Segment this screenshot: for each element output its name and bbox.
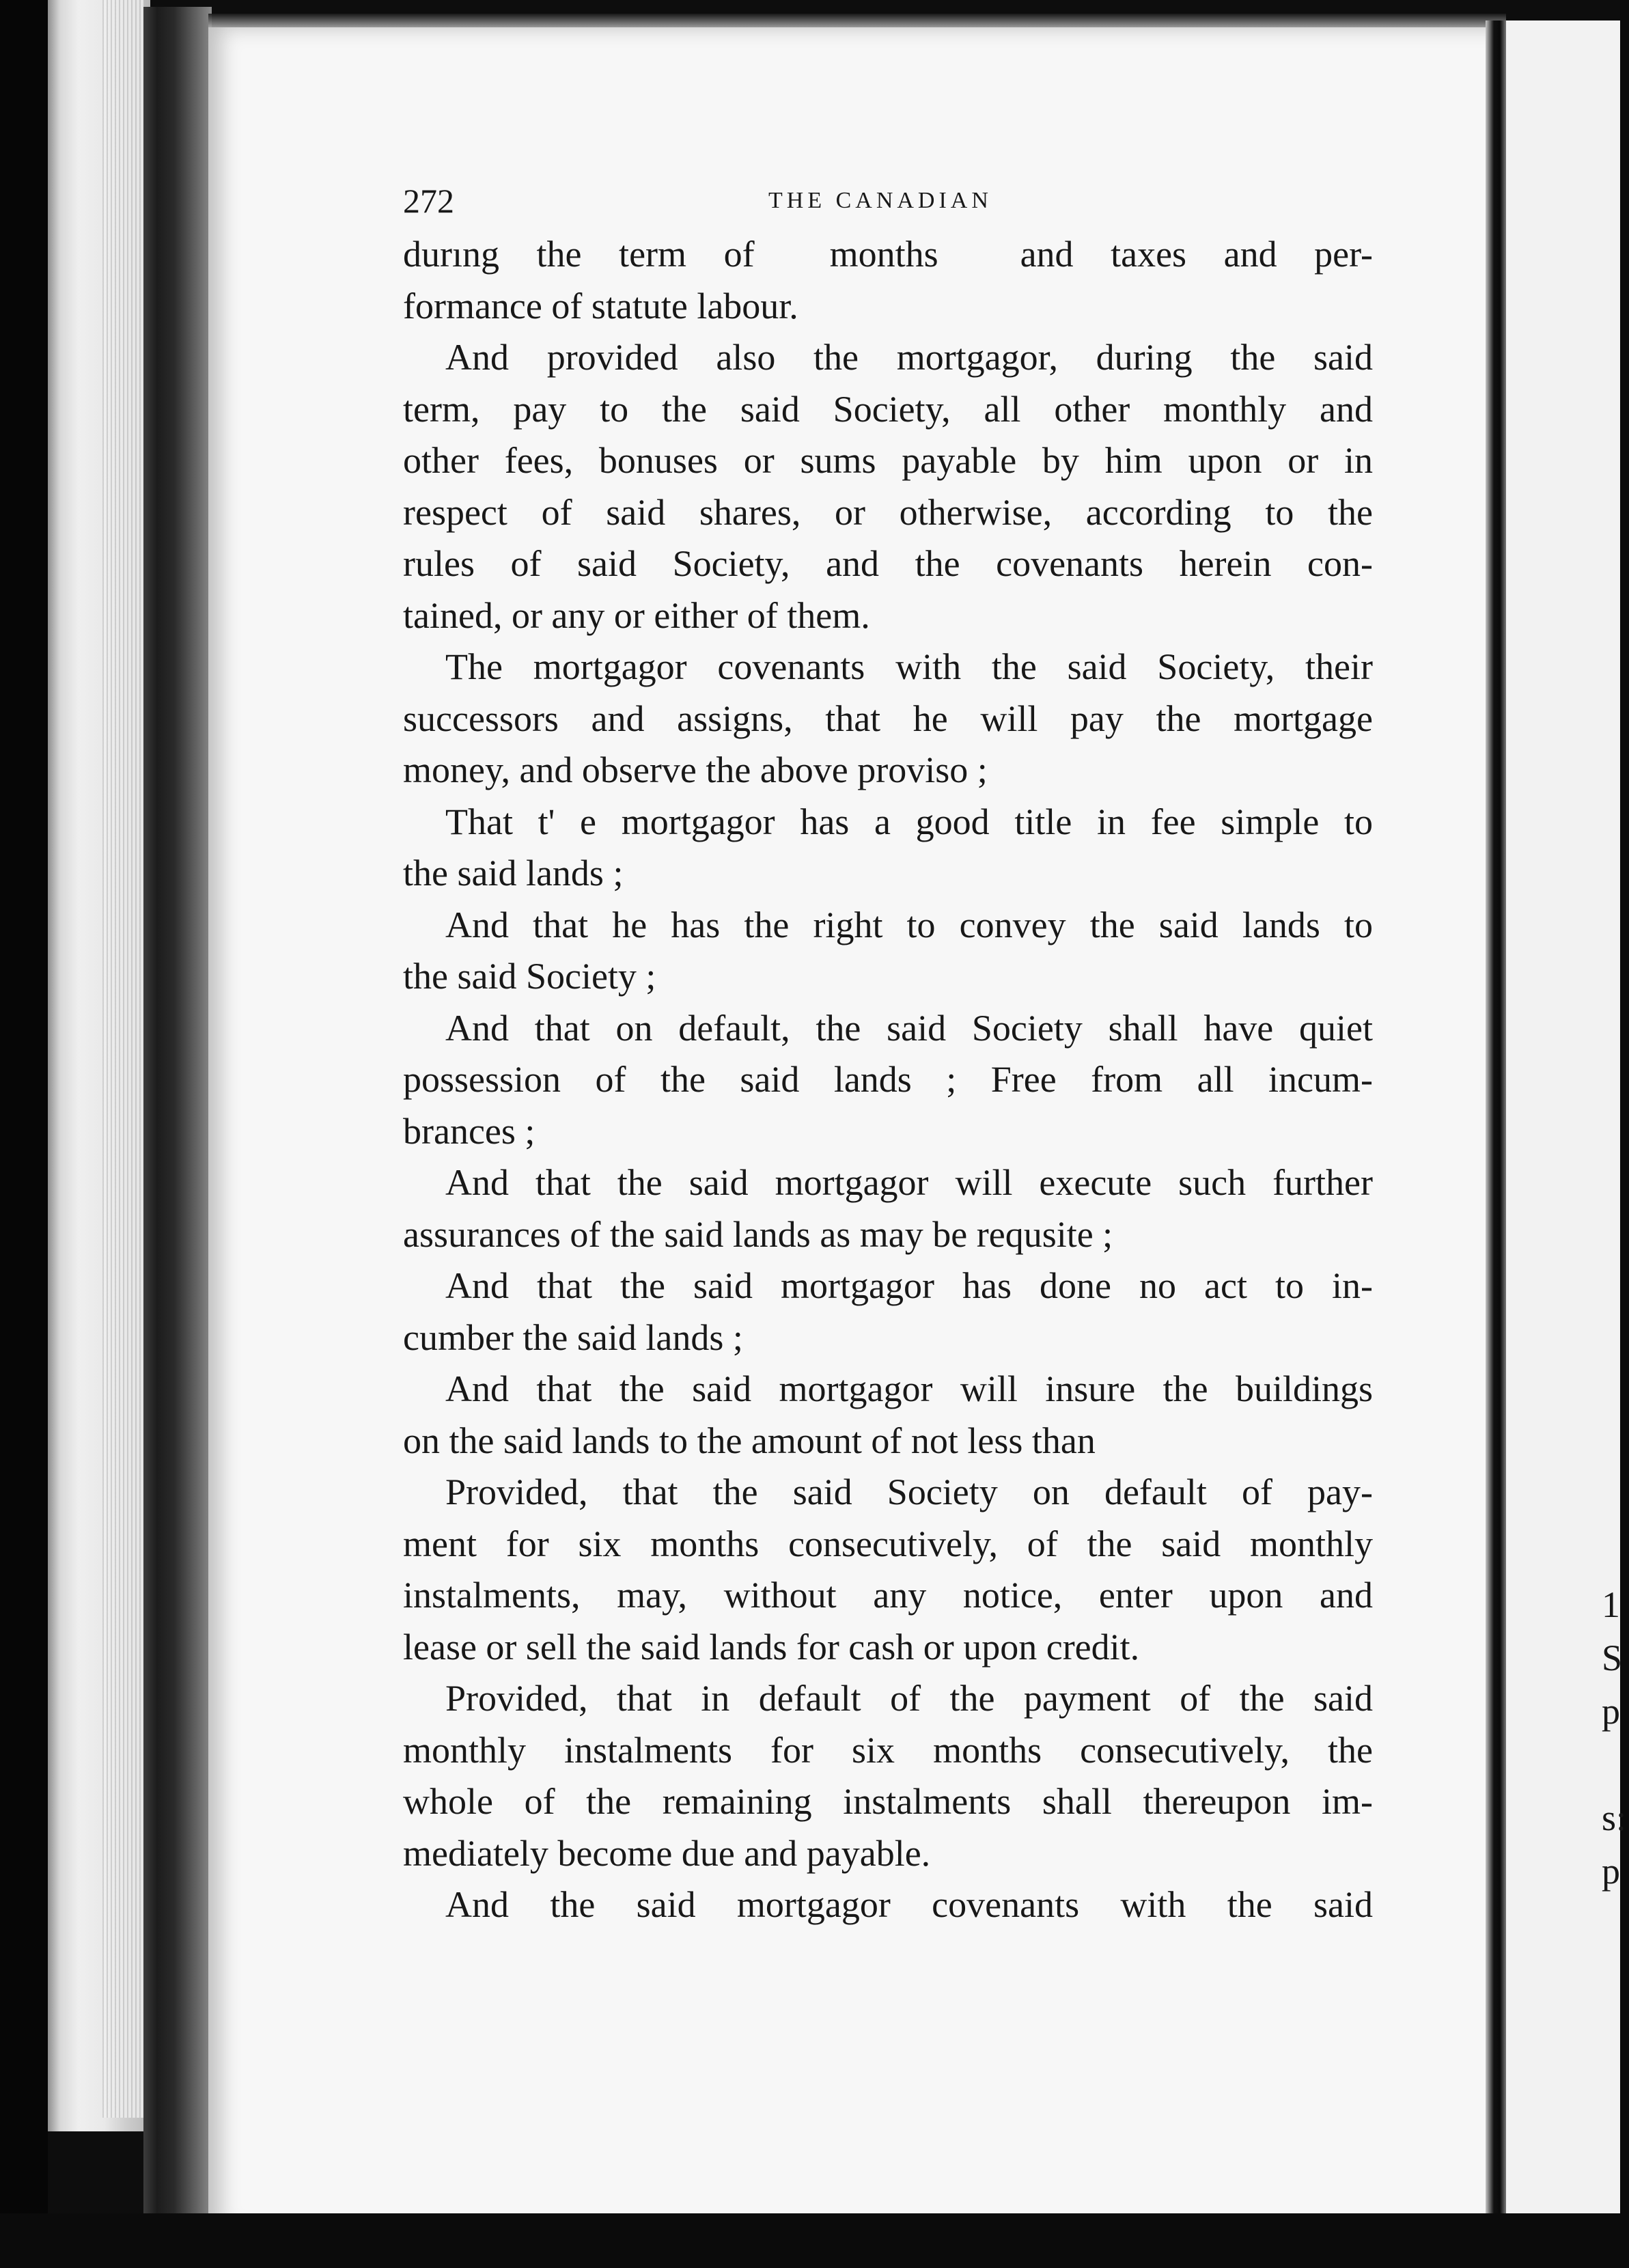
text-line: And that the said mortgagor has done no act to in- [445, 1265, 1373, 1306]
right-page-text-fragments [1602, 1578, 1629, 1898]
running-title: THE CANADIAN [768, 188, 992, 213]
text-line: term, pay to the said Society, all other monthly and [403, 388, 1373, 430]
text-line: That t' e mortgagor has a good title in fee simple to [445, 801, 1373, 842]
text-line: instalments, may, without any notice, enter upon and [403, 1575, 1373, 1616]
text-line: The mortgagor covenants with the said Society, their [445, 646, 1373, 687]
binding-shadow [143, 7, 212, 2213]
text-line: assurances of the said lands as may be requsite ; [403, 1213, 1113, 1255]
text-line: ment for six months consecutively, of the said monthly [403, 1523, 1373, 1564]
text-fragment: months [829, 234, 938, 275]
text-line: successors and assigns, that he will pay the mortgage [403, 697, 1373, 739]
text-line: And the said mortgagor covenants with the said [445, 1884, 1373, 1925]
text-line: monthly instalments for six months consecutively, the [403, 1729, 1373, 1771]
text-line: formance of statute labour. [403, 285, 798, 327]
text-line: on the said lands to the amount of not less than [403, 1420, 1096, 1461]
book-gutter [1486, 20, 1506, 2234]
text-line: cumber the said lands ; [403, 1316, 743, 1358]
text-fragment: durıng the term of [403, 234, 755, 275]
text-line: Provided, that the said Society on default of pay- [445, 1471, 1373, 1512]
page-text-block [403, 174, 1373, 1931]
page-number: 272 [403, 182, 454, 220]
text-line: And that on default, the said Society shall have quiet [445, 1007, 1373, 1049]
body-text [403, 229, 1373, 1931]
text-line: tained, or any or either of them. [403, 594, 870, 636]
text-line: rules of said Society, and the covenants herein con- [403, 543, 1373, 584]
text-line: respect of said shares, or otherwise, according to the [403, 491, 1373, 533]
right-fragment: 1 [1602, 1584, 1620, 1625]
right-fragment: s: [1602, 1797, 1627, 1838]
page-stack-lines [102, 0, 143, 2118]
text-line: other fees, bonuses or sums payable by him upon or in [403, 440, 1373, 481]
book-page-right [1506, 20, 1620, 2241]
text-line: And that he has the right to convey the said lands to [445, 904, 1373, 945]
text-line: And that the said mortgagor will execute such further [445, 1162, 1373, 1203]
text-line: possession of the said lands ; Free from all incum- [403, 1059, 1373, 1100]
text-fragment: and taxes and per- [1020, 234, 1373, 275]
right-fragment: S [1602, 1637, 1623, 1678]
text-line [403, 229, 1373, 281]
text-line: brances ; [403, 1110, 535, 1152]
text-line: And that the said mortgagor will insure the buildings [445, 1368, 1373, 1409]
right-fragment: p [1602, 1851, 1620, 1892]
text-line: whole of the remaining instalments shall thereupon im- [403, 1781, 1373, 1822]
right-fragment [1602, 1738, 1629, 1791]
right-fragment: p [1602, 1691, 1620, 1732]
text-line: the said Society ; [403, 956, 656, 997]
text-line: lease or sell the said lands for cash or upon credit. [403, 1626, 1140, 1668]
scan-bottom-margin [0, 2213, 1620, 2268]
text-line: Provided, that in default of the payment of the said [445, 1678, 1373, 1719]
text-line: mediately become due and payable. [403, 1832, 931, 1874]
running-head [403, 174, 1373, 229]
text-line: And provided also the mortgagor, during the said [445, 337, 1373, 378]
scan-left-margin [0, 0, 48, 2268]
text-line: money, and observe the above proviso ; [403, 749, 988, 790]
text-line: the said lands ; [403, 853, 624, 894]
